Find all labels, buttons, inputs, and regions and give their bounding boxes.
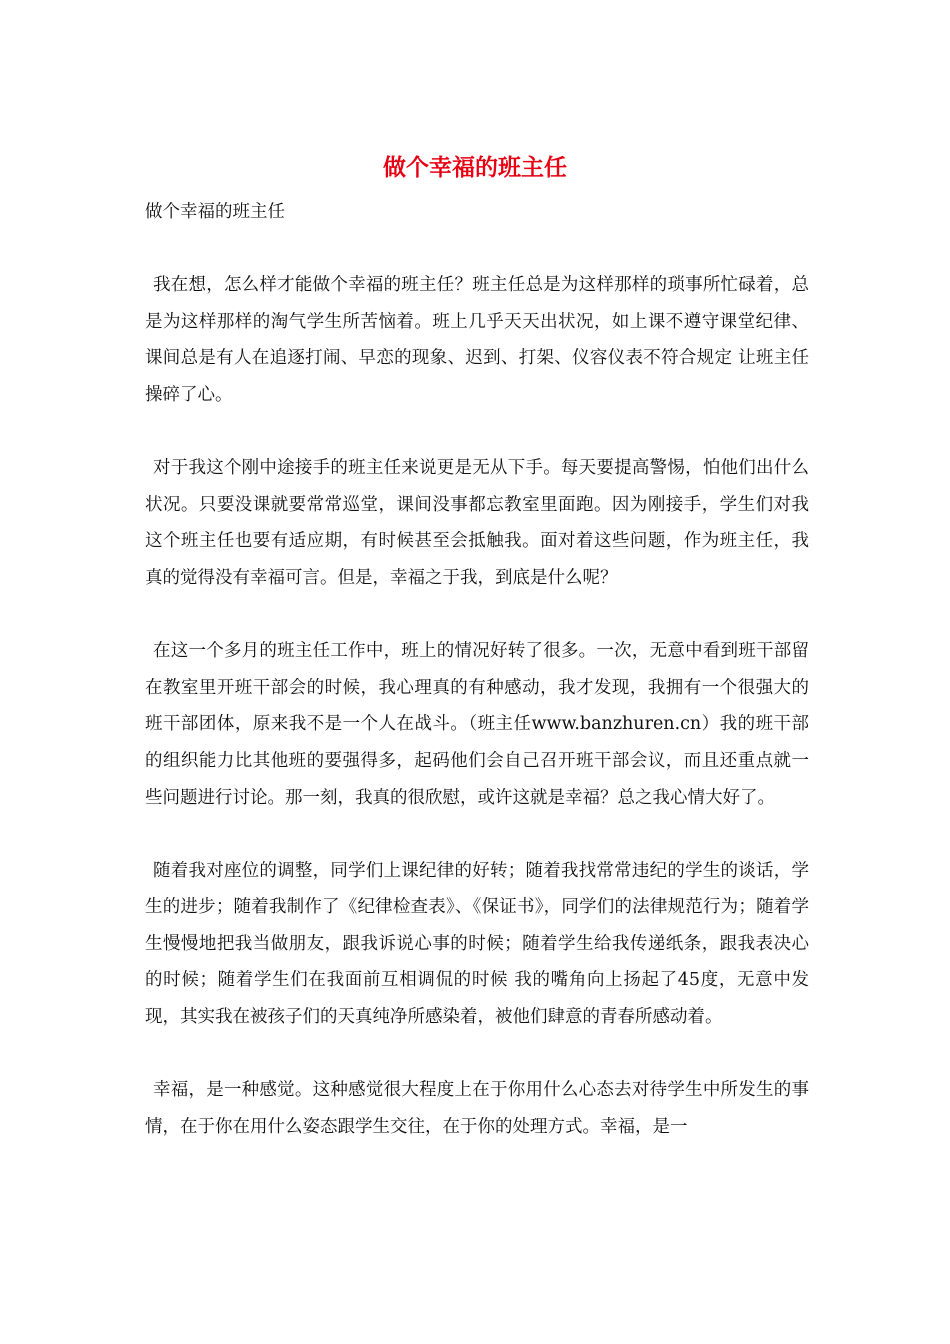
document-title: 做个幸福的班主任 <box>383 154 567 181</box>
paragraph-3: 在这一个多月的班主任工作中，班上的情况好转了很多。一次，无意中看到班干部留在教室里开班干部会的时候，我心理真的有种感动，我才发现，我拥有一个很强大的班干部团体，原来我不是一个人在战斗。（班主任www.banzhuren.cn）我的班干部的组织能力比其他班的要强得多，起码他们会自己召开班干部会议，而且还重点就一些问题进行讨论。那一刻，我真的很欣慰，或许这就是幸福？总之我心情大好了。 <box>145 641 809 808</box>
paragraph-1: 我在想，怎么样才能做个幸福的班主任？班主任总是为这样那样的琐事所忙碌着，总是为这样那样的淘气学生所苦恼着。班上几乎天天出状况，如上课不遵守课堂纪律、课间总是有人在追逐打闹、早恋的现象、迟到、打架、仪容仪表不符合规定 让班主任操碎了心。 <box>145 275 809 405</box>
document-subtitle: 做个幸福的班主任 <box>145 202 285 222</box>
paragraph-2: 对于我这个刚中途接手的班主任来说更是无从下手。每天要提高警惕，怕他们出什么状况。只要没课就要常常巡堂，课间没事都忘教室里面跑。因为刚接手，学生们对我这个班主任也要有适应期，有时候甚至会抵触我。面对着这些问题，作为班主任，我真的觉得没有幸福可言。但是，幸福之于我，到底是什么呢？ <box>145 458 809 588</box>
paragraph-4: 随着我对座位的调整，同学们上课纪律的好转；随着我找常常违纪的学生的谈话，学生的进步；随着我制作了《纪律检查表》、《保证书》，同学们的法律规范行为；随着学生慢慢地把我当做朋友，跟我诉说心事的时候；随着学生给我传递纸条，跟我表决心的时候；随着学生们在我面前互相调侃的时候 我的嘴角向上扬起了45度，无意中发现，其实我在被孩子们的天真纯净所感染着，被他们肆意的青春所感动着。 <box>145 860 809 1028</box>
document-body <box>145 194 809 1145</box>
paragraph-5: 幸福，是一种感觉。这种感觉很大程度上在于你用什么心态去对待学生中所发生的事情，在于你在用什么姿态跟学生交往，在于你的处理方式。幸福，是一 <box>145 1080 809 1137</box>
